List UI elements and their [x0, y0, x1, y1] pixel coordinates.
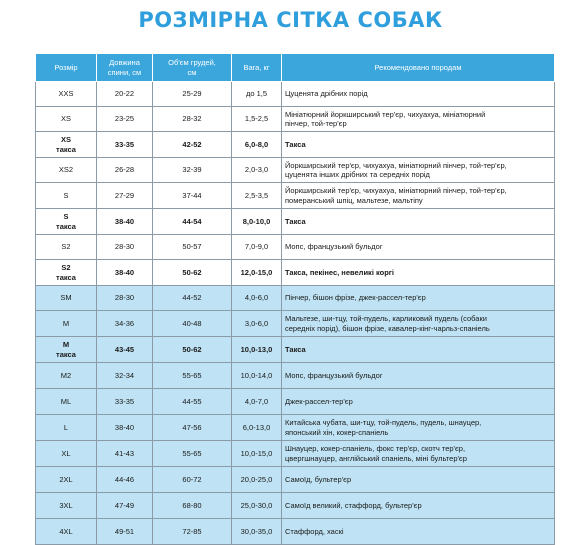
back-cell: 43-45: [97, 337, 153, 363]
weight-cell: 30,0-35,0: [232, 519, 282, 545]
back-cell: 23-25: [97, 107, 153, 132]
header-breeds: Рекомендовано породам: [282, 54, 555, 82]
back-cell: 32-34: [97, 363, 153, 389]
weight-cell: 2,5-3,5: [232, 183, 282, 209]
weight-cell: 4,0-6,0: [232, 286, 282, 311]
breeds-cell: Самоїд великий, стаффорд, бультер'єр: [282, 493, 555, 519]
table-row: [36, 209, 555, 235]
back-cell: 20-22: [97, 82, 153, 107]
chest-cell: 25-29: [153, 82, 232, 107]
chest-cell: 42-52: [153, 132, 232, 158]
table-row: [36, 132, 555, 158]
chest-cell: 37-44: [153, 183, 232, 209]
breeds-cell: Шнауцер, кокер-спаніель, фокс тер'єр, скотч тер'єр, цвергшнауцер, англійський спаніель, міні бультер'єр: [282, 441, 555, 467]
weight-cell: 10,0-15,0: [232, 441, 282, 467]
table-row: [36, 363, 555, 389]
page-title: РОЗМІРНА СІТКА СОБАК: [138, 8, 443, 32]
weight-cell: 25,0-30,0: [232, 493, 282, 519]
chest-cell: 44-55: [153, 389, 232, 415]
chest-cell: 50-57: [153, 235, 232, 260]
breeds-cell: Такса, пекінес, невеликі коргі: [282, 260, 555, 286]
table-row: [36, 467, 555, 493]
chest-cell: 28-32: [153, 107, 232, 132]
size-cell: M: [36, 311, 97, 337]
back-cell: 27-29: [97, 183, 153, 209]
breeds-cell: Йоркширський тер'єр, чихуахуа, мініатюрний пінчер, той-тер'єр, цуценята інших дрібних та середніх порід: [282, 158, 555, 183]
breeds-cell: Такса: [282, 132, 555, 158]
back-cell: 28-30: [97, 286, 153, 311]
weight-cell: 3,0-6,0: [232, 311, 282, 337]
size-cell: SM: [36, 286, 97, 311]
table-row: [36, 82, 555, 107]
weight-cell: 20,0-25,0: [232, 467, 282, 493]
table-row: [36, 260, 555, 286]
table-row: [36, 415, 555, 441]
back-cell: 49-51: [97, 519, 153, 545]
size-cell: XL: [36, 441, 97, 467]
back-cell: 33-35: [97, 389, 153, 415]
table-row: [36, 441, 555, 467]
size-cell: L: [36, 415, 97, 441]
weight-cell: 6,0-8,0: [232, 132, 282, 158]
breeds-cell: Пінчер, бішон фрізе, джек-рассел-тер'єр: [282, 286, 555, 311]
size-cell: 4XL: [36, 519, 97, 545]
chest-cell: 60-72: [153, 467, 232, 493]
table-row: [36, 107, 555, 132]
chest-cell: 72-85: [153, 519, 232, 545]
breeds-cell: Йоркширський тер'єр, чихуахуа, мініатюрний пінчер, той-тер'єр, померанський шпіц, мальтезе, мальтіпу: [282, 183, 555, 209]
chest-cell: 68-80: [153, 493, 232, 519]
breeds-cell: Джек-рассел-тер'єр: [282, 389, 555, 415]
size-cell: S2: [36, 235, 97, 260]
size-cell: XXS: [36, 82, 97, 107]
back-cell: 28-30: [97, 235, 153, 260]
header-back-length: Довжина спини, см: [97, 54, 153, 82]
chest-cell: 47-56: [153, 415, 232, 441]
weight-cell: 1,5-2,5: [232, 107, 282, 132]
table-row: [36, 389, 555, 415]
size-cell: 3XL: [36, 493, 97, 519]
chest-cell: 55-65: [153, 363, 232, 389]
size-cell: ML: [36, 389, 97, 415]
weight-cell: 6,0-13,0: [232, 415, 282, 441]
chest-cell: 44-52: [153, 286, 232, 311]
size-cell: M такса: [36, 337, 97, 363]
back-cell: 47-49: [97, 493, 153, 519]
size-table: [35, 53, 555, 545]
weight-cell: 10,0-13,0: [232, 337, 282, 363]
weight-cell: 8,0-10,0: [232, 209, 282, 235]
weight-cell: до 1,5: [232, 82, 282, 107]
chest-cell: 32-39: [153, 158, 232, 183]
table-row: [36, 183, 555, 209]
table-row: [36, 235, 555, 260]
back-cell: 38-40: [97, 260, 153, 286]
weight-cell: 7,0-9,0: [232, 235, 282, 260]
size-cell: XS такса: [36, 132, 97, 158]
weight-cell: 4,0-7,0: [232, 389, 282, 415]
size-cell: S: [36, 183, 97, 209]
chest-cell: 55-65: [153, 441, 232, 467]
header-size: Розмір: [36, 54, 97, 82]
breeds-cell: Мопс, французький бульдог: [282, 235, 555, 260]
back-cell: 41-43: [97, 441, 153, 467]
breeds-cell: Китайська чубата, ши-тцу, той-пудель, пудель, шнауцер, японський хін, кокер-спаніель: [282, 415, 555, 441]
table-row: [36, 158, 555, 183]
size-cell: XS: [36, 107, 97, 132]
back-cell: 44-46: [97, 467, 153, 493]
breeds-cell: Стаффорд, хаскі: [282, 519, 555, 545]
size-cell: S такса: [36, 209, 97, 235]
table-row: [36, 311, 555, 337]
table-row: [36, 493, 555, 519]
chest-cell: 50-62: [153, 337, 232, 363]
breeds-cell: Цуценята дрібних порід: [282, 82, 555, 107]
chest-cell: 44-54: [153, 209, 232, 235]
back-cell: 38-40: [97, 415, 153, 441]
header-weight: Вага, кг: [232, 54, 282, 82]
breeds-cell: Мальтезе, ши-тцу, той-пудель, карликовий пудель (собаки середніх порід), бішон фрізе, кавалер-кінг-чарльз-спаніель: [282, 311, 555, 337]
weight-cell: 10,0-14,0: [232, 363, 282, 389]
size-cell: M2: [36, 363, 97, 389]
back-cell: 26-28: [97, 158, 153, 183]
size-cell: 2XL: [36, 467, 97, 493]
size-cell: S2 такса: [36, 260, 97, 286]
chest-cell: 40-48: [153, 311, 232, 337]
weight-cell: 2,0-3,0: [232, 158, 282, 183]
chest-cell: 50-62: [153, 260, 232, 286]
header-row: [36, 54, 555, 82]
size-cell: XS2: [36, 158, 97, 183]
weight-cell: 12,0-15,0: [232, 260, 282, 286]
breeds-cell: Мініатюрний йоркширський тер'єр, чихуахуа, мініатюрний пінчер, той-тер'єр: [282, 107, 555, 132]
header-chest: Об'єм грудей, см: [153, 54, 232, 82]
breeds-cell: Такса: [282, 209, 555, 235]
back-cell: 38-40: [97, 209, 153, 235]
table-row: [36, 286, 555, 311]
back-cell: 34-36: [97, 311, 153, 337]
breeds-cell: Мопс, французький бульдог: [282, 363, 555, 389]
back-cell: 33-35: [97, 132, 153, 158]
breeds-cell: Такса: [282, 337, 555, 363]
table-row: [36, 337, 555, 363]
breeds-cell: Самоїд, бультер'єр: [282, 467, 555, 493]
